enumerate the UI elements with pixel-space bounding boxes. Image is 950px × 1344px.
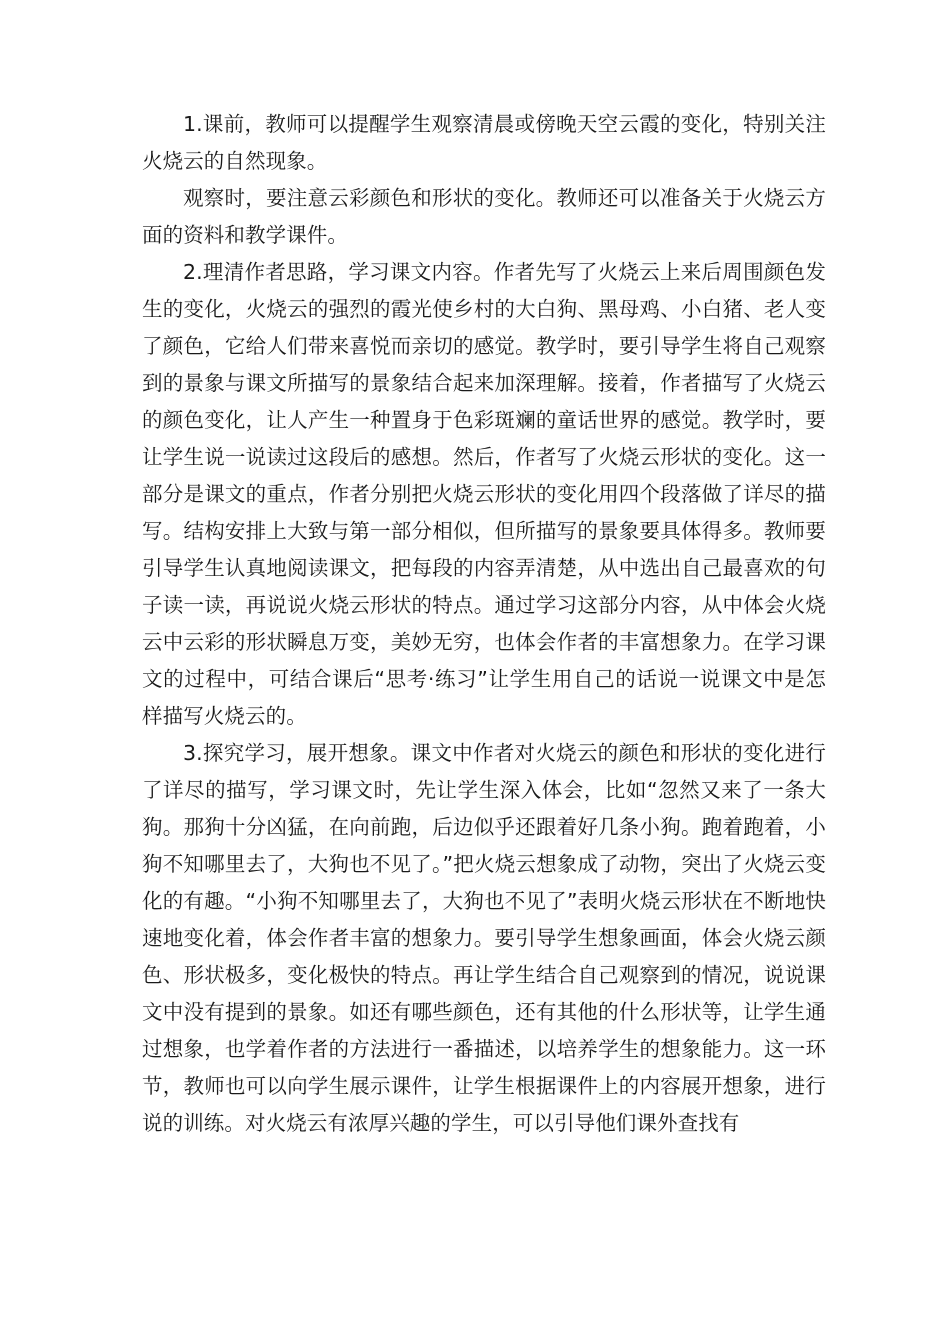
paragraph-1: 1.课前，教师可以提醒学生观察清晨或傍晚天空云霞的变化，特别关注火烧云的自然现象。 [142, 112, 826, 173]
paragraph-2: 观察时，要注意云彩颜色和形状的变化。教师还可以准备关于火烧云方面的资料和教学课件。 [142, 186, 826, 247]
document-body [142, 106, 826, 1142]
paragraph-3: 2.理清作者思路，学习课文内容。作者先写了火烧云上来后周围颜色发生的变化，火烧云的强烈的霞光使乡村的大白狗、黑母鸡、小白猪、老人变了颜色，它给人们带来喜悦而亲切的感觉。教学时，要引导学生将自己观察到的景象与课文所描写的景象结合起来加深理解。接着，作者描写了火烧云的颜色变化，让人产生一种置身于色彩斑斓的童话世界的感觉。教学时，要让学生说一说读过这段后的感想。然后，作者写了火烧云形状的变化。这一部分是课文的重点，作者分别把火烧云形状的变化用四个段落做了详尽的描写。结构安排上大致与第一部分相似，但所描写的景象要具体得多。教师要引导学生认真地阅读课文，把每段的内容弄清楚，从中选出自己最喜欢的句子读一读，再说说火烧云形状的特点。通过学习这部分内容，从中体会火烧云中云彩的形状瞬息万变，美妙无穷，也体会作者的丰富想象力。在学习课文的过程中，可结合课后“思考·练习”让学生用自己的话说一说课文中是怎样描写火烧云的。 [142, 260, 826, 728]
paragraph-4: 3.探究学习，展开想象。课文中作者对火烧云的颜色和形状的变化进行了详尽的描写，学习课文时，先让学生深入体会，比如“忽然又来了一条大狗。那狗十分凶猛，在向前跑，后边似乎还跟着好几条小狗。跑着跑着，小狗不知哪里去了，大狗也不见了。”把火烧云想象成了动物，突出了火烧云变化的有趣。“小狗不知哪里去了，大狗也不见了”表明火烧云形状在不断地快速地变化着，体会作者丰富的想象力。要引导学生想象画面，体会火烧云颜色、形状极多，变化极快的特点。再让学生结合自己观察到的情况，说说课文中没有提到的景象。如还有哪些颜色，还有其他的什么形状等，让学生通过想象，也学着作者的方法进行一番描述，以培养学生的想象能力。这一环节，教师也可以向学生展示课件，让学生根据课件上的内容展开想象，进行说的训练。对火烧云有浓厚兴趣的学生，可以引导他们课外查找有 [142, 741, 826, 1135]
